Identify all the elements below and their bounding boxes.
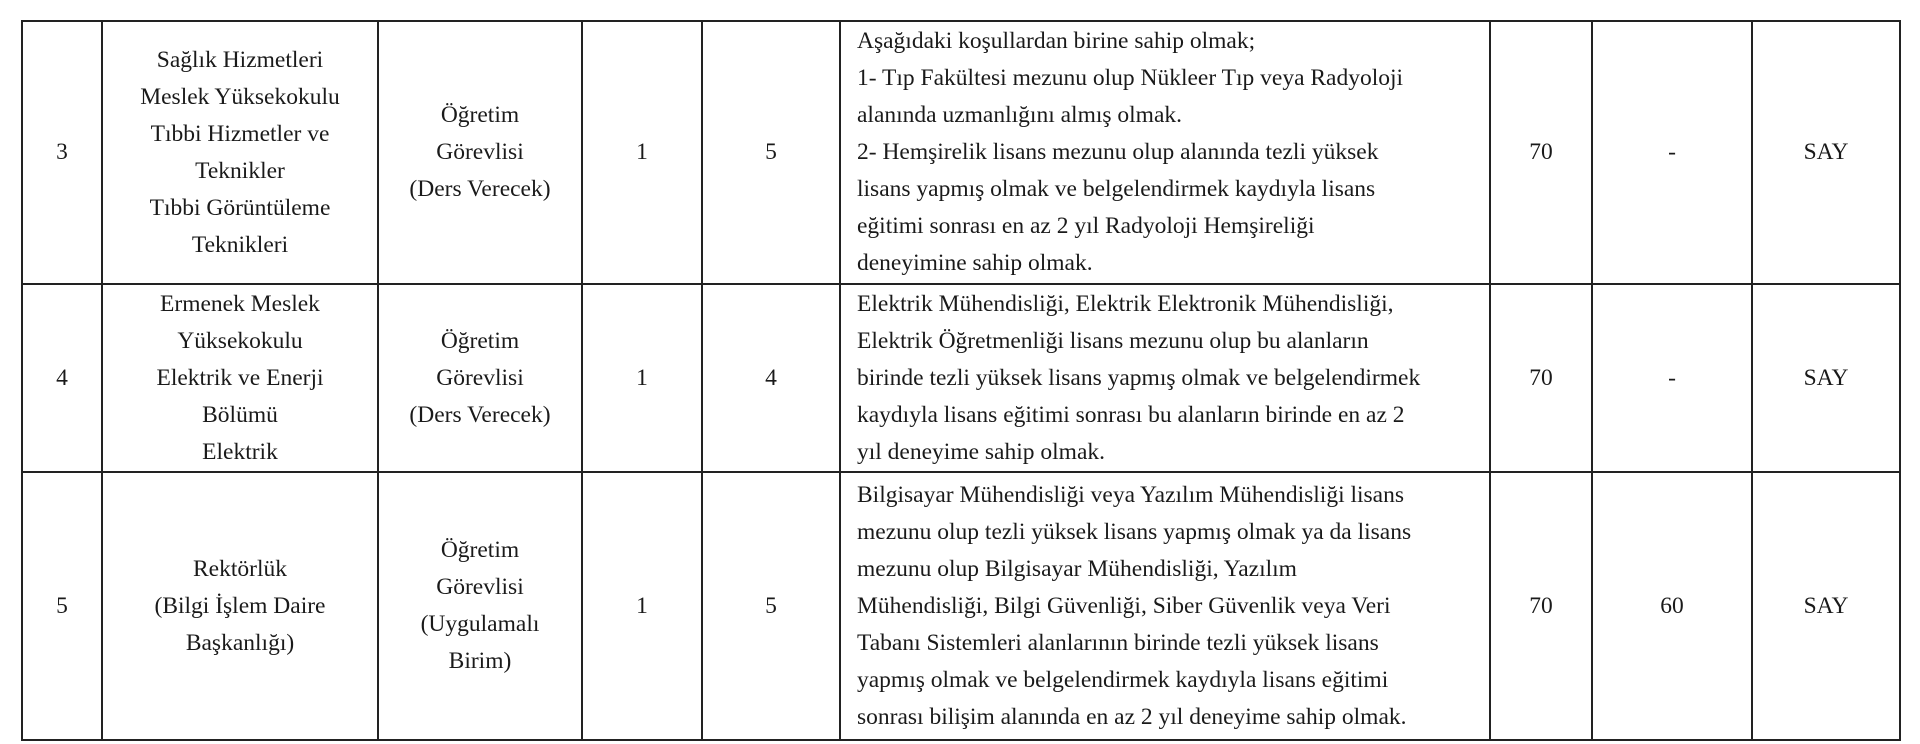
requirement-line: kaydıyla lisans eğitimi sonrası bu alanların birinde en az 2 [857,401,1405,428]
degree-value: 5 [765,139,777,165]
requirement-line: mezunu olup tezli yüksek lisans yapmış olmak ya da lisans [857,518,1412,545]
unit-line: Sağlık Hizmetleri [156,46,324,73]
ales-value: 70 [1529,592,1553,619]
requirement-line: Aşağıdaki koşullardan birine sahip olmak; [857,28,1256,54]
requirement-line: eğitimi sonrası en az 2 yıl Radyoloji Hemşireliği [857,213,1315,239]
table-row [22,284,1900,472]
title-line: (Ders Verecek) [409,401,551,428]
requirement-line: 1- Tıp Fakültesi mezunu olup Nükleer Tıp veya Radyoloji [857,65,1404,91]
row-number-cell [22,21,102,284]
score-type-cell [1752,21,1900,284]
requirements-cell [840,472,1490,740]
unit-line: Elektrik ve Enerji [156,364,324,391]
title-line: (Ders Verecek) [409,176,551,202]
ales-cell [1490,284,1592,472]
ales-cell [1490,21,1592,284]
ales-cell [1490,472,1592,740]
degree-cell [702,284,840,472]
title-cell [378,472,582,740]
degree-cell [702,21,840,284]
language-cell [1592,284,1752,472]
table-row [22,472,1900,740]
title-line: Öğretim [440,327,520,354]
requirements-cell [840,21,1490,284]
unit-line: Ermenek Meslek [160,290,320,317]
requirement-line: lisans yapmış olmak ve belgelendirmek kaydıyla lisans [857,176,1376,202]
title-line: Öğretim [440,537,520,563]
degree-value: 4 [765,364,777,391]
row-number-cell [22,472,102,740]
unit-line: Yüksekokulu [177,327,303,354]
language-cell [1592,21,1752,284]
row-number: 3 [56,139,68,165]
title-line: Görevlisi [436,139,524,165]
title-cell [378,284,582,472]
position-listing-table [21,20,1901,741]
score-type-cell [1752,284,1900,472]
requirement-line: Elektrik Öğretmenliği lisans mezunu olup bu alanların [857,327,1369,354]
title-line: Öğretim [440,102,520,128]
requirement-line: birinde tezli yüksek lisans yapmış olmak ve belgelendirmek [857,364,1421,391]
title-line: (Uygulamalı [420,611,540,637]
language-cell [1592,472,1752,740]
score-type-cell [1752,472,1900,740]
count-cell [582,472,702,740]
ales-value: 70 [1529,364,1553,391]
score-type-value: SAY [1803,139,1849,165]
score-type-value: SAY [1803,364,1849,391]
requirement-line: deneyimine sahip olmak. [857,250,1093,276]
requirement-line: 2- Hemşirelik lisans mezunu olup alanında tezli yüksek [857,139,1379,165]
score-type-value: SAY [1803,592,1849,619]
unit-line: Rektörlük [193,555,287,582]
count-value: 1 [636,364,648,391]
requirement-line: sonrası bilişim alanında en az 2 yıl deneyime sahip olmak. [857,703,1407,730]
row-number: 4 [56,364,68,391]
unit-line: (Bilgi İşlem Daire [154,592,326,619]
title-line: Görevlisi [436,574,524,600]
title-line: Görevlisi [436,364,524,391]
row-number: 5 [56,592,68,619]
language-value: - [1668,139,1676,165]
count-cell [582,284,702,472]
degree-cell [702,472,840,740]
requirement-line: yıl deneyime sahip olmak. [857,438,1106,465]
requirement-line: Bilgisayar Mühendisliği veya Yazılım Mühendisliği lisans [857,481,1405,508]
ales-value: 70 [1529,139,1553,165]
language-value: 60 [1660,592,1684,619]
requirement-line: Tabanı Sistemleri alanlarının birinde tezli yüksek lisans [857,629,1379,656]
unit-line: Bölümü [202,401,278,428]
unit-line: Elektrik [202,438,278,465]
table-row [22,21,1900,284]
unit-line: Tıbbi Hizmetler ve [150,120,330,147]
unit-cell [102,284,378,472]
unit-line: Başkanlığı) [185,629,295,656]
unit-line: Tıbbi Görüntüleme [149,194,331,221]
requirement-line: alanında uzmanlığını almış olmak. [857,102,1183,128]
unit-line: Teknikler [195,157,285,184]
count-cell [582,21,702,284]
requirements-cell [840,284,1490,472]
language-value: - [1668,364,1676,391]
requirement-line: yapmış olmak ve belgelendirmek kaydıyla lisans eğitimi [857,666,1389,693]
requirement-line: Elektrik Mühendisliği, Elektrik Elektronik Mühendisliği, [857,290,1394,317]
title-cell [378,21,582,284]
unit-line: Teknikleri [191,231,289,258]
unit-line: Meslek Yüksekokulu [140,83,340,110]
unit-cell [102,21,378,284]
requirement-line: Mühendisliği, Bilgi Güvenliği, Siber Güvenlik veya Veri [857,592,1391,619]
row-number-cell [22,284,102,472]
title-line: Birim) [448,648,512,674]
count-value: 1 [636,592,648,619]
count-value: 1 [636,139,648,165]
requirement-line: mezunu olup Bilgisayar Mühendisliği, Yazılım [857,555,1297,582]
degree-value: 5 [765,592,777,619]
unit-cell [102,472,378,740]
